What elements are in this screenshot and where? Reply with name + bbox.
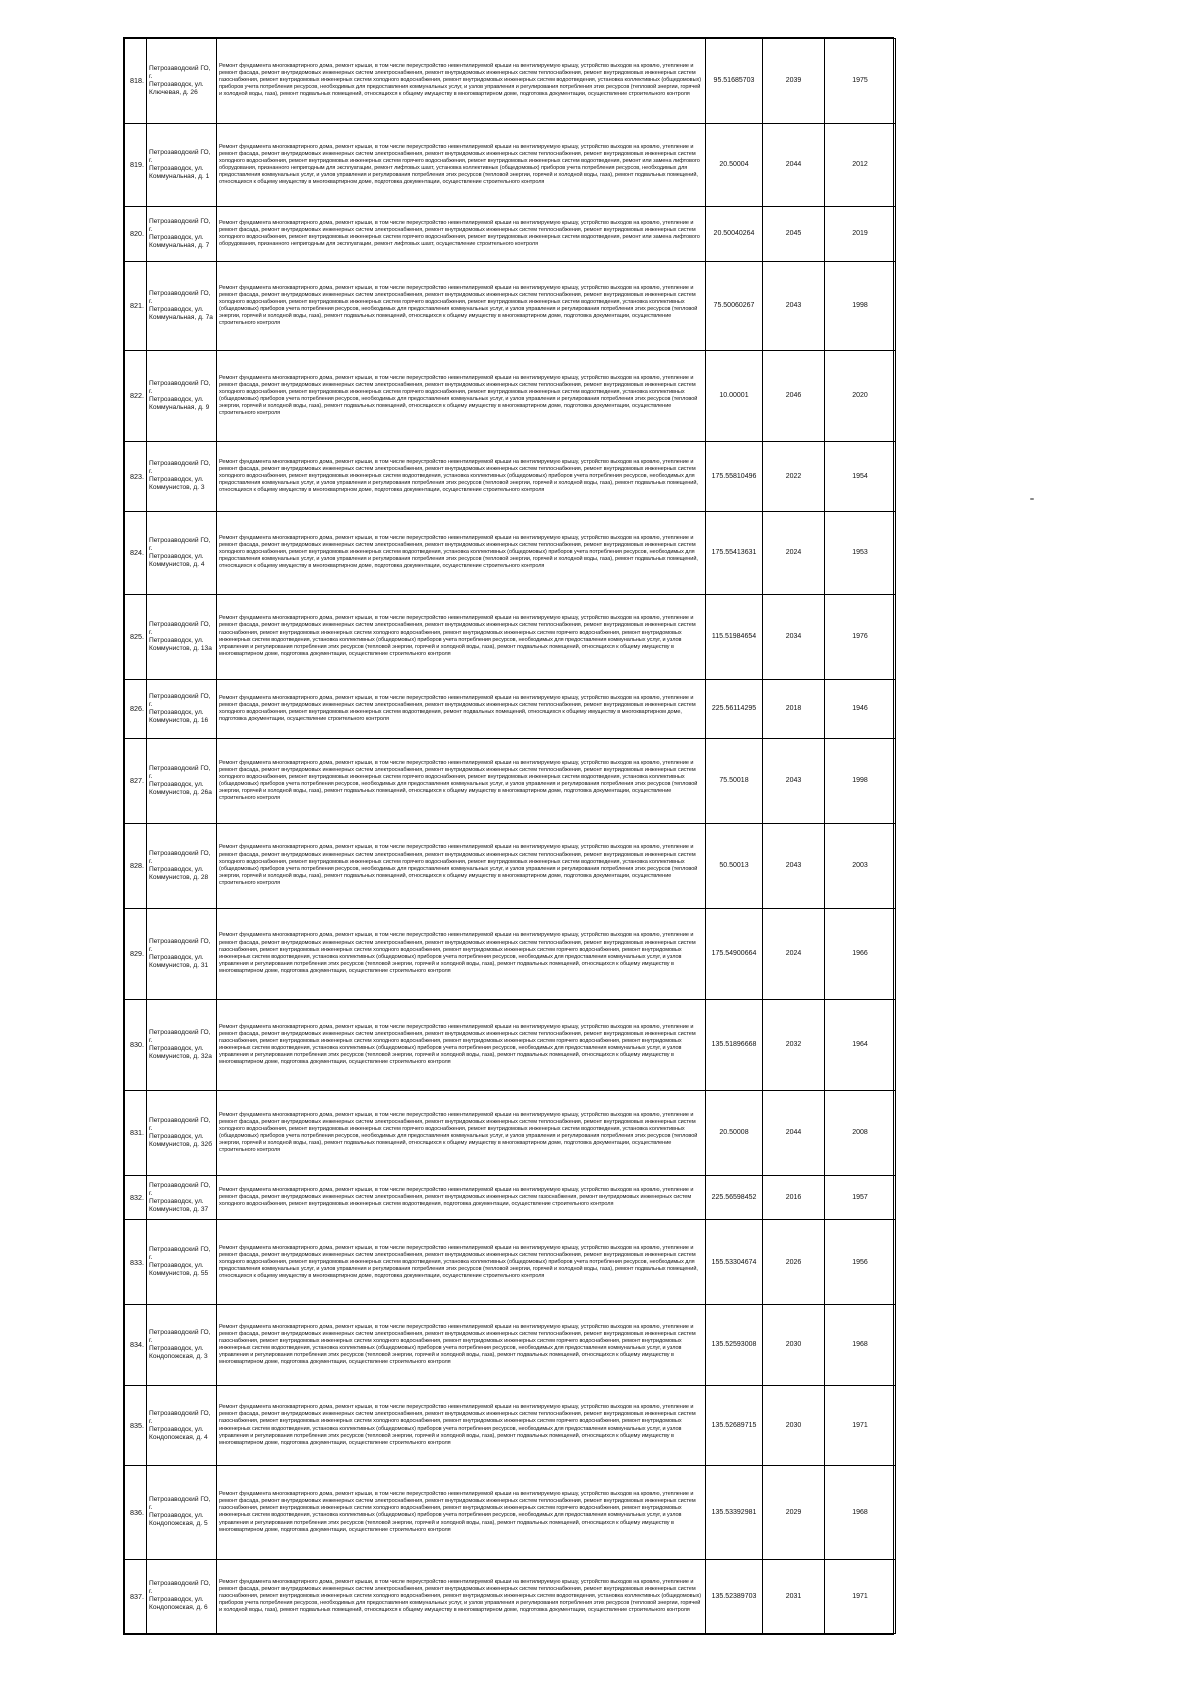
address-line: Кондопожская, д. 5 bbox=[149, 1520, 208, 1528]
construction-year-cell: 1956 bbox=[825, 1220, 896, 1305]
cost-value-cell: 75.50018 bbox=[706, 738, 763, 823]
address-cell bbox=[147, 1175, 217, 1220]
table-row bbox=[125, 261, 896, 350]
address-cell bbox=[147, 999, 217, 1090]
construction-year-cell: 1954 bbox=[825, 441, 896, 511]
address-line: Петрозаводский ГО, г. bbox=[149, 1580, 211, 1596]
table-body bbox=[125, 39, 896, 1634]
planned-year-cell: 2045 bbox=[763, 206, 825, 261]
address-cell bbox=[147, 1305, 217, 1386]
row-number-cell: 823. bbox=[125, 441, 147, 511]
planned-year-cell: 2024 bbox=[763, 511, 825, 594]
row-number-cell: 837. bbox=[125, 1559, 147, 1633]
row-number-cell: 821. bbox=[125, 261, 147, 350]
construction-year-cell: 1964 bbox=[825, 999, 896, 1090]
address-cell bbox=[147, 511, 217, 594]
address-line: Коммунистов, д. 55 bbox=[149, 1270, 209, 1278]
address-cell bbox=[147, 1559, 217, 1633]
works-description-cell: Ремонт фундамента многоквартирного дома, ремонт крыши, в том числе переустройство невентилируемой крыши на вентилируемую крышу, устройство выходов на кровлю, утепление и ремонт фасада, ремонт внутридомовых инженерных систем электроснабжения, ремонт внутридомовых инженерных систем теплоснабжения, ремонт внутридомовых инженерных систем холодного водоснабжения, ремонт внутридомовых инженерных систем водоотведения, ремонт подвальных помещений, относящихся к общему имуществу в многоквартирном доме, подготовка документации, осуществление строительного контроля bbox=[217, 679, 706, 738]
address-line: Петрозаводский ГО, г. bbox=[149, 536, 211, 552]
address-line: Петрозаводск, ул. bbox=[149, 865, 204, 873]
address-line: Петрозаводск, ул. bbox=[149, 1596, 204, 1604]
construction-year-cell: 2008 bbox=[825, 1090, 896, 1175]
works-description-cell: Ремонт фундамента многоквартирного дома, ремонт крыши, в том числе переустройство невентилируемой крыши на вентилируемую крышу, устройство выходов на кровлю, утепление и ремонт фасада, ремонт внутридомовых инженерных систем электроснабжения, ремонт внутридомовых инженерных систем теплоснабжения, ремонт внутридомовых инженерных систем холодного водоснабжения, ремонт внутридомовых инженерных систем водоотведения, установка коллективных (общедомовых) приборов учета потребления ресурсов, необходимых для предоставления коммунальных услуг, и узлов управления и регулирования потребления этих ресурсов (тепловой энергии, горячей и холодной воды, газа), ремонт подвальных помещений, относящихся к общему имуществу в многоквартирном доме, подготовка документации, осуществление строительного контроля bbox=[217, 511, 706, 594]
construction-year-cell: 1971 bbox=[825, 1559, 896, 1633]
construction-year-cell: 1976 bbox=[825, 594, 896, 679]
table-row bbox=[125, 39, 896, 124]
address-cell bbox=[147, 39, 217, 124]
cost-value-cell: 135.51896668 bbox=[706, 999, 763, 1090]
works-description-cell: Ремонт фундамента многоквартирного дома, ремонт крыши, в том числе переустройство невентилируемой крыши на вентилируемую крышу, устройство выходов на кровлю, утепление и ремонт фасада, ремонт внутридомовых инженерных систем электроснабжения, ремонт внутридомовых инженерных систем теплоснабжения, ремонт внутридомовых инженерных систем холодного водоснабжения, ремонт внутридомовых инженерных систем горячего водоснабжения, ремонт внутридомовых инженерных систем водоотведения, ремонт или замена лифтового оборудования, признанного непригодным для эксплуатации, ремонт лифтовых шахт, установка коллективных (общедомовых) приборов учета потребления ресурсов, необходимых для предоставления коммунальных услуг, и узлов управления и регулирования потребления этих ресурсов (тепловой энергии, горячей и холодной воды, газа), ремонт подвальных помещений, относящихся к общему имуществу в многоквартирном доме, подготовка документации, осуществление строительного контроля bbox=[217, 123, 706, 206]
address-line: Петрозаводск, ул. bbox=[149, 1512, 204, 1520]
address-line: Петрозаводск, ул. bbox=[149, 476, 204, 484]
works-description-cell: Ремонт фундамента многоквартирного дома, ремонт крыши, в том числе переустройство невентилируемой крыши на вентилируемую крышу, устройство выходов на кровлю, утепление и ремонт фасада, ремонт внутридомовых инженерных систем электроснабжения, ремонт внутридомовых инженерных систем газоснабжения, ремонт внутридомовых инженерных систем холодного водоснабжения, ремонт внутридомовых инженерных систем водоотведения, подготовка документации, осуществление строительного контроля bbox=[217, 1175, 706, 1220]
address-line: Коммунистов, д. 3 bbox=[149, 484, 205, 492]
address-line: Петрозаводский ГО, г. bbox=[149, 64, 211, 80]
table-row bbox=[125, 123, 896, 206]
works-description-cell: Ремонт фундамента многоквартирного дома, ремонт крыши, в том числе переустройство невентилируемой крыши на вентилируемую крышу, устройство выходов на кровлю, утепление и ремонт фасада, ремонт внутридомовых инженерных систем электроснабжения, ремонт внутридомовых инженерных систем теплоснабжения, ремонт внутридомовых инженерных систем холодного водоснабжения, ремонт внутридомовых инженерных систем горячего водоснабжения, ремонт внутридомовых инженерных систем водоотведения, установка коллективных (общедомовых) приборов учета потребления ресурсов, необходимых для предоставления коммунальных услуг, и узлов управления и регулирования потребления этих ресурсов (тепловой энергии, горячей и холодной воды, газа), ремонт подвальных помещений, относящихся к общему имуществу в многоквартирном доме, подготовка документации, осуществление строительного контроля bbox=[217, 350, 706, 441]
planned-year-cell: 2026 bbox=[763, 1220, 825, 1305]
planned-year-cell: 2043 bbox=[763, 823, 825, 908]
address-line: Петрозаводский ГО, г. bbox=[149, 1116, 211, 1132]
row-number-cell: 818. bbox=[125, 39, 147, 124]
works-description-cell: Ремонт фундамента многоквартирного дома, ремонт крыши, в том числе переустройство невентилируемой крыши на вентилируемую крышу, устройство выходов на кровлю, утепление и ремонт фасада, ремонт внутридомовых инженерных систем электроснабжения, ремонт внутридомовых инженерных систем теплоснабжения, ремонт внутридомовых инженерных систем газоснабжения, ремонт внутридомовых инженерных систем холодного водоснабжения, ремонт внутридомовых инженерных систем горячего водоснабжения, ремонт внутридомовых инженерных систем водоотведения, установка коллективных (общедомовых) приборов учета потребления ресурсов, необходимых для предоставления коммунальных услуг, и узлов управления и регулирования потребления этих ресурсов (тепловой энергии, горячей и холодной воды, газа), ремонт подвальных помещений, относящихся к общему имуществу в многоквартирном доме, подготовка документации, осуществление строительного контроля bbox=[217, 908, 706, 999]
row-number-cell: 830. bbox=[125, 999, 147, 1090]
address-cell bbox=[147, 123, 217, 206]
address-line: Кондопожская, д. 6 bbox=[149, 1604, 208, 1612]
address-line: Коммунистов, д. 26а bbox=[149, 788, 212, 796]
address-line: Петрозаводский ГО, г. bbox=[149, 1409, 211, 1425]
planned-year-cell: 2043 bbox=[763, 261, 825, 350]
cost-value-cell: 135.52389703 bbox=[706, 1559, 763, 1633]
cost-value-cell: 225.56114295 bbox=[706, 679, 763, 738]
address-line: Петрозаводск, ул. bbox=[149, 1044, 204, 1052]
cost-value-cell: 135.52689715 bbox=[706, 1385, 763, 1466]
cost-value-cell: 95.51685703 bbox=[706, 39, 763, 124]
row-number-cell: 822. bbox=[125, 350, 147, 441]
works-description-cell: Ремонт фундамента многоквартирного дома, ремонт крыши, в том числе переустройство невентилируемой крыши на вентилируемую крышу, устройство выходов на кровлю, утепление и ремонт фасада, ремонт внутридомовых инженерных систем электроснабжения, ремонт внутридомовых инженерных систем теплоснабжения, ремонт внутридомовых инженерных систем холодного водоснабжения, ремонт внутридомовых инженерных систем водоотведения, установка коллективных (общедомовых) приборов учета потребления ресурсов, необходимых для предоставления коммунальных услуг, и узлов управления и регулирования потребления этих ресурсов (тепловой энергии, горячей и холодной воды, газа), ремонт подвальных помещений, относящихся к общему имуществу в многоквартирном доме, подготовка документации, осуществление строительного контроля bbox=[217, 441, 706, 511]
works-description-cell: Ремонт фундамента многоквартирного дома, ремонт крыши, в том числе переустройство невентилируемой крыши на вентилируемую крышу, устройство выходов на кровлю, утепление и ремонт фасада, ремонт внутридомовых инженерных систем электроснабжения, ремонт внутридомовых инженерных систем теплоснабжения, ремонт внутридомовых инженерных систем холодного водоснабжения, ремонт внутридомовых инженерных систем водоотведения, установка коллективных (общедомовых) приборов учета потребления ресурсов, необходимых для предоставления коммунальных услуг, и узлов управления и регулирования потребления этих ресурсов (тепловой энергии, горячей и холодной воды, газа), ремонт подвальных помещений, относящихся к общему имуществу в многоквартирном доме, подготовка документации, осуществление строительного контроля bbox=[217, 1220, 706, 1305]
address-line: Петрозаводский ГО, г. bbox=[149, 1028, 211, 1044]
address-cell bbox=[147, 908, 217, 999]
address-line: Петрозаводск, ул. bbox=[149, 233, 204, 241]
address-line: Петрозаводский ГО, г. bbox=[149, 217, 211, 233]
planned-year-cell: 2044 bbox=[763, 123, 825, 206]
address-line: Петрозаводск, ул. bbox=[149, 636, 204, 644]
cost-value-cell: 175.55413631 bbox=[706, 511, 763, 594]
cost-value-cell: 135.53392981 bbox=[706, 1466, 763, 1559]
cost-value-cell: 135.52593008 bbox=[706, 1305, 763, 1386]
address-line: Петрозаводск, ул. bbox=[149, 80, 204, 88]
works-description-cell: Ремонт фундамента многоквартирного дома, ремонт крыши, в том числе переустройство невентилируемой крыши на вентилируемую крышу, устройство выходов на кровлю, утепление и ремонт фасада, ремонт внутридомовых инженерных систем электроснабжения, ремонт внутридомовых инженерных систем теплоснабжения, ремонт внутридомовых инженерных систем холодного водоснабжения, ремонт внутридомовых инженерных систем горячего водоснабжения, ремонт внутридомовых инженерных систем водоотведения, установка коллективных (общедомовых) приборов учета потребления ресурсов, необходимых для предоставления коммунальных услуг, и узлов управления и регулирования потребления этих ресурсов (тепловой энергии, горячей и холодной воды, газа), ремонт подвальных помещений, относящихся к общему имуществу в многоквартирном доме, подготовка документации, осуществление строительного контроля bbox=[217, 823, 706, 908]
works-description-cell: Ремонт фундамента многоквартирного дома, ремонт крыши, в том числе переустройство невентилируемой крыши на вентилируемую крышу, устройство выходов на кровлю, утепление и ремонт фасада, ремонт внутридомовых инженерных систем электроснабжения, ремонт внутридомовых инженерных систем теплоснабжения, ремонт внутридомовых инженерных систем холодного водоснабжения, ремонт внутридомовых инженерных систем горячего водоснабжения, ремонт внутридомовых инженерных систем водоотведения, установка коллективных (общедомовых) приборов учета потребления ресурсов, необходимых для предоставления коммунальных услуг, и узлов управления и регулирования потребления этих ресурсов (тепловой энергии, горячей и холодной воды, газа), ремонт подвальных помещений, относящихся к общему имуществу в многоквартирном доме, подготовка документации, осуществление строительного контроля bbox=[217, 738, 706, 823]
address-cell bbox=[147, 738, 217, 823]
table-row bbox=[125, 1559, 896, 1633]
planned-year-cell: 2043 bbox=[763, 738, 825, 823]
construction-year-cell: 1968 bbox=[825, 1466, 896, 1559]
row-number-cell: 824. bbox=[125, 511, 147, 594]
planned-year-cell: 2030 bbox=[763, 1305, 825, 1386]
address-line: Петрозаводский ГО, г. bbox=[149, 460, 211, 476]
cost-value-cell: 175.55810496 bbox=[706, 441, 763, 511]
address-line: Коммунистов, д. 32б bbox=[149, 1140, 212, 1148]
planned-year-cell: 2039 bbox=[763, 39, 825, 124]
address-line: Петрозаводский ГО, г. bbox=[149, 849, 211, 865]
cost-value-cell: 155.53304674 bbox=[706, 1220, 763, 1305]
table-row bbox=[125, 441, 896, 511]
table-row bbox=[125, 594, 896, 679]
planned-year-cell: 2024 bbox=[763, 908, 825, 999]
address-cell bbox=[147, 1385, 217, 1466]
address-line: Коммунистов, д. 32а bbox=[149, 1052, 212, 1060]
cost-value-cell: 50.50013 bbox=[706, 823, 763, 908]
table-row bbox=[125, 206, 896, 261]
address-line: Петрозаводск, ул. bbox=[149, 1197, 204, 1205]
works-description-cell: Ремонт фундамента многоквартирного дома, ремонт крыши, в том числе переустройство невентилируемой крыши на вентилируемую крышу, устройство выходов на кровлю, утепление и ремонт фасада, ремонт внутридомовых инженерных систем электроснабжения, ремонт внутридомовых инженерных систем теплоснабжения, ремонт внутридомовых инженерных систем газоснабжения, ремонт внутридомовых инженерных систем холодного водоснабжения, ремонт внутридомовых инженерных систем горячего водоснабжения, ремонт внутридомовых инженерных систем водоотведения, установка коллективных (общедомовых) приборов учета потребления ресурсов, необходимых для предоставления коммунальных услуг, и узлов управления и регулирования потребления этих ресурсов (тепловой энергии, горячей и холодной воды, газа), ремонт подвальных помещений, относящихся к общему имуществу в многоквартирном доме, подготовка документации, осуществление строительного контроля bbox=[217, 594, 706, 679]
planned-year-cell: 2016 bbox=[763, 1175, 825, 1220]
construction-year-cell: 2003 bbox=[825, 823, 896, 908]
table-row bbox=[125, 908, 896, 999]
planned-year-cell: 2031 bbox=[763, 1559, 825, 1633]
address-cell bbox=[147, 206, 217, 261]
row-number-cell: 831. bbox=[125, 1090, 147, 1175]
repair-program-table bbox=[124, 38, 896, 1634]
construction-year-cell: 1998 bbox=[825, 261, 896, 350]
address-line: Петрозаводский ГО, г. bbox=[149, 1246, 211, 1262]
construction-year-cell: 1953 bbox=[825, 511, 896, 594]
address-cell bbox=[147, 350, 217, 441]
document-page bbox=[123, 37, 894, 1635]
address-line: Петрозаводск, ул. bbox=[149, 953, 204, 961]
row-number-cell: 820. bbox=[125, 206, 147, 261]
row-number-cell: 836. bbox=[125, 1466, 147, 1559]
works-description-cell: Ремонт фундамента многоквартирного дома, ремонт крыши, в том числе переустройство невентилируемой крыши на вентилируемую крышу, устройство выходов на кровлю, утепление и ремонт фасада, ремонт внутридомовых инженерных систем электроснабжения, ремонт внутридомовых инженерных систем теплоснабжения, ремонт внутридомовых инженерных систем газоснабжения, ремонт внутридомовых инженерных систем холодного водоснабжения, ремонт внутридомовых инженерных систем горячего водоснабжения, ремонт внутридомовых инженерных систем водоотведения, установка коллективных (общедомовых) приборов учета потребления ресурсов, необходимых для предоставления коммунальных услуг, и узлов управления и регулирования потребления этих ресурсов (тепловой энергии, горячей и холодной воды, газа), ремонт подвальных помещений, относящихся к общему имуществу в многоквартирном доме, подготовка документации, осуществление строительного контроля bbox=[217, 1305, 706, 1386]
address-cell bbox=[147, 594, 217, 679]
address-cell bbox=[147, 1466, 217, 1559]
planned-year-cell: 2022 bbox=[763, 441, 825, 511]
address-cell bbox=[147, 1220, 217, 1305]
address-line: Петрозаводск, ул. bbox=[149, 305, 204, 313]
row-number-cell: 832. bbox=[125, 1175, 147, 1220]
row-number-cell: 826. bbox=[125, 679, 147, 738]
cost-value-cell: 75.50060267 bbox=[706, 261, 763, 350]
works-description-cell: Ремонт фундамента многоквартирного дома, ремонт крыши, в том числе переустройство невентилируемой крыши на вентилируемую крышу, устройство выходов на кровлю, утепление и ремонт фасада, ремонт внутридомовых инженерных систем электроснабжения, ремонт внутридомовых инженерных систем теплоснабжения, ремонт внутридомовых инженерных систем газоснабжения, ремонт внутридомовых инженерных систем холодного водоснабжения, ремонт внутридомовых инженерных систем горячего водоснабжения, ремонт внутридомовых инженерных систем водоотведения, установка коллективных (общедомовых) приборов учета потребления ресурсов, необходимых для предоставления коммунальных услуг, и узлов управления и регулирования потребления этих ресурсов (тепловой энергии, горячей и холодной воды, газа), ремонт подвальных помещений, относящихся к общему имуществу в многоквартирном доме, подготовка документации, осуществление строительного контроля bbox=[217, 999, 706, 1090]
planned-year-cell: 2029 bbox=[763, 1466, 825, 1559]
cost-value-cell: 20.50008 bbox=[706, 1090, 763, 1175]
address-line: Петрозаводский ГО, г. bbox=[149, 1496, 211, 1512]
address-line: Петрозаводский ГО, г. bbox=[149, 620, 211, 636]
construction-year-cell: 1975 bbox=[825, 39, 896, 124]
address-line: Петрозаводский ГО, г. bbox=[149, 1181, 211, 1197]
planned-year-cell: 2032 bbox=[763, 999, 825, 1090]
table-row bbox=[125, 738, 896, 823]
address-line: Коммунистов, д. 28 bbox=[149, 873, 209, 881]
table-row bbox=[125, 999, 896, 1090]
cost-value-cell: 115.51984654 bbox=[706, 594, 763, 679]
table-row bbox=[125, 1175, 896, 1220]
table-row bbox=[125, 1305, 896, 1386]
planned-year-cell: 2018 bbox=[763, 679, 825, 738]
row-number-cell: 819. bbox=[125, 123, 147, 206]
address-line: Петрозаводск, ул. bbox=[149, 552, 204, 560]
address-cell bbox=[147, 679, 217, 738]
address-line: Петрозаводский ГО, г. bbox=[149, 1328, 211, 1344]
table-row bbox=[125, 1090, 896, 1175]
construction-year-cell: 1946 bbox=[825, 679, 896, 738]
cost-value-cell: 225.56598452 bbox=[706, 1175, 763, 1220]
works-description-cell: Ремонт фундамента многоквартирного дома, ремонт крыши, в том числе переустройство невентилируемой крыши на вентилируемую крышу, устройство выходов на кровлю, утепление и ремонт фасада, ремонт внутридомовых инженерных систем электроснабжения, ремонт внутридомовых инженерных систем теплоснабжения, ремонт внутридомовых инженерных систем холодного водоснабжения, ремонт внутридомовых инженерных систем горячего водоснабжения, ремонт внутридомовых инженерных систем водоотведения, ремонт или замена лифтового оборудования, признанного непригодным для эксплуатации, ремонт лифтовых шахт, осуществление строительного контроля bbox=[217, 206, 706, 261]
works-description-cell: Ремонт фундамента многоквартирного дома, ремонт крыши, в том числе переустройство невентилируемой крыши на вентилируемую крышу, устройство выходов на кровлю, утепление и ремонт фасада, ремонт внутридомовых инженерных систем электроснабжения, ремонт внутридомовых инженерных систем теплоснабжения, ремонт внутридомовых инженерных систем газоснабжения, ремонт внутридомовых инженерных систем холодного водоснабжения, ремонт внутридомовых инженерных систем горячего водоснабжения, ремонт внутридомовых инженерных систем водоотведения, установка коллективных (общедомовых) приборов учета потребления ресурсов, необходимых для предоставления коммунальных услуг, и узлов управления и регулирования потребления этих ресурсов (тепловой энергии, горячей и холодной воды, газа), ремонт подвальных помещений, относящихся к общему имуществу в многоквартирном доме, подготовка документации, осуществление строительного контроля bbox=[217, 1385, 706, 1466]
construction-year-cell: 1968 bbox=[825, 1305, 896, 1386]
table-row bbox=[125, 823, 896, 908]
address-line: Коммунистов, д. 13а bbox=[149, 644, 212, 652]
address-line: Коммунальная, д. 9 bbox=[149, 403, 210, 411]
table-row bbox=[125, 1385, 896, 1466]
address-line: Петрозаводск, ул. bbox=[149, 1425, 204, 1433]
address-line: Петрозаводский ГО, г. bbox=[149, 289, 211, 305]
address-line: Петрозаводский ГО, г. bbox=[149, 692, 211, 708]
row-number-cell: 825. bbox=[125, 594, 147, 679]
construction-year-cell: 2020 bbox=[825, 350, 896, 441]
address-cell bbox=[147, 441, 217, 511]
address-line: Коммунальная, д. 7а bbox=[149, 313, 213, 321]
address-line: Коммунистов, д. 31 bbox=[149, 961, 209, 969]
address-line: Петрозаводский ГО, г. bbox=[149, 764, 211, 780]
address-line: Петрозаводский ГО, г. bbox=[149, 379, 211, 395]
table-row bbox=[125, 350, 896, 441]
address-line: Коммунальная, д. 7 bbox=[149, 241, 210, 249]
works-description-cell: Ремонт фундамента многоквартирного дома, ремонт крыши, в том числе переустройство невентилируемой крыши на вентилируемую крышу, устройство выходов на кровлю, утепление и ремонт фасада, ремонт внутридомовых инженерных систем электроснабжения, ремонт внутридомовых инженерных систем теплоснабжения, ремонт внутридомовых инженерных систем холодного водоснабжения, ремонт внутридомовых инженерных систем горячего водоснабжения, ремонт внутридомовых инженерных систем водоотведения, установка коллективных (общедомовых) приборов учета потребления ресурсов, необходимых для предоставления коммунальных услуг, и узлов управления и регулирования потребления этих ресурсов (тепловой энергии, горячей и холодной воды, газа), ремонт подвальных помещений, относящихся к общему имуществу в многоквартирном доме, подготовка документации, осуществление строительного контроля bbox=[217, 261, 706, 350]
address-line: Петрозаводск, ул. bbox=[149, 1132, 204, 1140]
address-line: Петрозаводск, ул. bbox=[149, 708, 204, 716]
table-row bbox=[125, 511, 896, 594]
address-line: Ключевая, д. 26 bbox=[149, 88, 198, 96]
address-line: Петрозаводск, ул. bbox=[149, 1262, 204, 1270]
address-cell bbox=[147, 261, 217, 350]
cost-value-cell: 10.00001 bbox=[706, 350, 763, 441]
planned-year-cell: 2046 bbox=[763, 350, 825, 441]
row-number-cell: 833. bbox=[125, 1220, 147, 1305]
table-row bbox=[125, 1466, 896, 1559]
works-description-cell: Ремонт фундамента многоквартирного дома, ремонт крыши, в том числе переустройство невентилируемой крыши на вентилируемую крышу, устройство выходов на кровлю, утепление и ремонт фасада, ремонт внутридомовых инженерных систем электроснабжения, ремонт внутридомовых инженерных систем теплоснабжения, ремонт внутридомовых инженерных систем газоснабжения, ремонт внутридомовых инженерных систем холодного водоснабжения, ремонт внутридомовых инженерных систем водоотведения, установка коллективных (общедомовых) приборов учета потребления ресурсов, необходимых для предоставления коммунальных услуг, и узлов управления и регулирования потребления этих ресурсов (тепловой энергии, горячей и холодной воды, газа), ремонт подвальных помещений, относящихся к общему имуществу в многоквартирном доме, подготовка документации, осуществление строительного контроля bbox=[217, 1559, 706, 1633]
works-description-cell: Ремонт фундамента многоквартирного дома, ремонт крыши, в том числе переустройство невентилируемой крыши на вентилируемую крышу, устройство выходов на кровлю, утепление и ремонт фасада, ремонт внутридомовых инженерных систем электроснабжения, ремонт внутридомовых инженерных систем теплоснабжения, ремонт внутридомовых инженерных систем газоснабжения, ремонт внутридомовых инженерных систем холодного водоснабжения, ремонт внутридомовых инженерных систем горячего водоснабжения, ремонт внутридомовых инженерных систем водоотведения, установка коллективных (общедомовых) приборов учета потребления ресурсов, необходимых для предоставления коммунальных услуг, и узлов управления и регулирования потребления этих ресурсов (тепловой энергии, горячей и холодной воды, газа), ремонт подвальных помещений, относящихся к общему имуществу в многоквартирном доме, подготовка документации, осуществление строительного контроля bbox=[217, 1466, 706, 1559]
cost-value-cell: 175.54900664 bbox=[706, 908, 763, 999]
address-line: Коммунистов, д. 4 bbox=[149, 560, 205, 568]
address-line: Петрозаводск, ул. bbox=[149, 1344, 204, 1352]
address-line: Петрозаводский ГО, г. bbox=[149, 148, 211, 164]
table-row bbox=[125, 679, 896, 738]
planned-year-cell: 2044 bbox=[763, 1090, 825, 1175]
address-line: Коммунистов, д. 37 bbox=[149, 1205, 209, 1213]
planned-year-cell: 2034 bbox=[763, 594, 825, 679]
address-line: Кондопожская, д. 3 bbox=[149, 1352, 208, 1360]
row-number-cell: 834. bbox=[125, 1305, 147, 1386]
row-number-cell: 829. bbox=[125, 908, 147, 999]
address-line: Петрозаводск, ул. bbox=[149, 780, 204, 788]
cost-value-cell: 20.50040264 bbox=[706, 206, 763, 261]
planned-year-cell: 2030 bbox=[763, 1385, 825, 1466]
works-description-cell: Ремонт фундамента многоквартирного дома, ремонт крыши, в том числе переустройство невентилируемой крыши на вентилируемую крышу, устройство выходов на кровлю, утепление и ремонт фасада, ремонт внутридомовых инженерных систем электроснабжения, ремонт внутридомовых инженерных систем теплоснабжения, ремонт внутридомовых инженерных систем холодного водоснабжения, ремонт внутридомовых инженерных систем горячего водоснабжения, ремонт внутридомовых инженерных систем водоотведения, установка коллективных (общедомовых) приборов учета потребления ресурсов, необходимых для предоставления коммунальных услуг, и узлов управления и регулирования потребления этих ресурсов (тепловой энергии, горячей и холодной воды, газа), ремонт подвальных помещений, относящихся к общему имуществу в многоквартирном доме, подготовка документации, осуществление строительного контроля bbox=[217, 1090, 706, 1175]
construction-year-cell: 1966 bbox=[825, 908, 896, 999]
cost-value-cell: 20.50004 bbox=[706, 123, 763, 206]
scan-speck bbox=[1030, 498, 1034, 500]
table-row bbox=[125, 1220, 896, 1305]
construction-year-cell: 1998 bbox=[825, 738, 896, 823]
row-number-cell: 828. bbox=[125, 823, 147, 908]
address-line: Кондопожская, д. 4 bbox=[149, 1433, 208, 1441]
construction-year-cell: 1971 bbox=[825, 1385, 896, 1466]
row-number-cell: 835. bbox=[125, 1385, 147, 1466]
row-number-cell: 827. bbox=[125, 738, 147, 823]
address-line: Коммунистов, д. 16 bbox=[149, 716, 209, 724]
address-cell bbox=[147, 1090, 217, 1175]
works-description-cell: Ремонт фундамента многоквартирного дома, ремонт крыши, в том числе переустройство невентилируемой крыши на вентилируемую крышу, устройство выходов на кровлю, утепление и ремонт фасада, ремонт внутридомовых инженерных систем электроснабжения, ремонт внутридомовых инженерных систем теплоснабжения, ремонт внутридомовых инженерных систем газоснабжения, ремонт внутридомовых инженерных систем холодного водоснабжения, ремонт внутридомовых инженерных систем водоотведения, установка коллективных (общедомовых) приборов учета потребления ресурсов, необходимых для предоставления коммунальных услуг, и узлов управления и регулирования потребления этих ресурсов (тепловой энергии, горячей и холодной воды, газа), ремонт подвальных помещений, относящихся к общему имуществу в многоквартирном доме, подготовка документации, осуществление строительного контроля bbox=[217, 39, 706, 124]
construction-year-cell: 2012 bbox=[825, 123, 896, 206]
construction-year-cell: 1957 bbox=[825, 1175, 896, 1220]
address-line: Петрозаводск, ул. bbox=[149, 164, 204, 172]
address-line: Петрозаводск, ул. bbox=[149, 395, 204, 403]
construction-year-cell: 2019 bbox=[825, 206, 896, 261]
address-line: Коммунальная, д. 1 bbox=[149, 172, 210, 180]
address-line: Петрозаводский ГО, г. bbox=[149, 937, 211, 953]
address-cell bbox=[147, 823, 217, 908]
